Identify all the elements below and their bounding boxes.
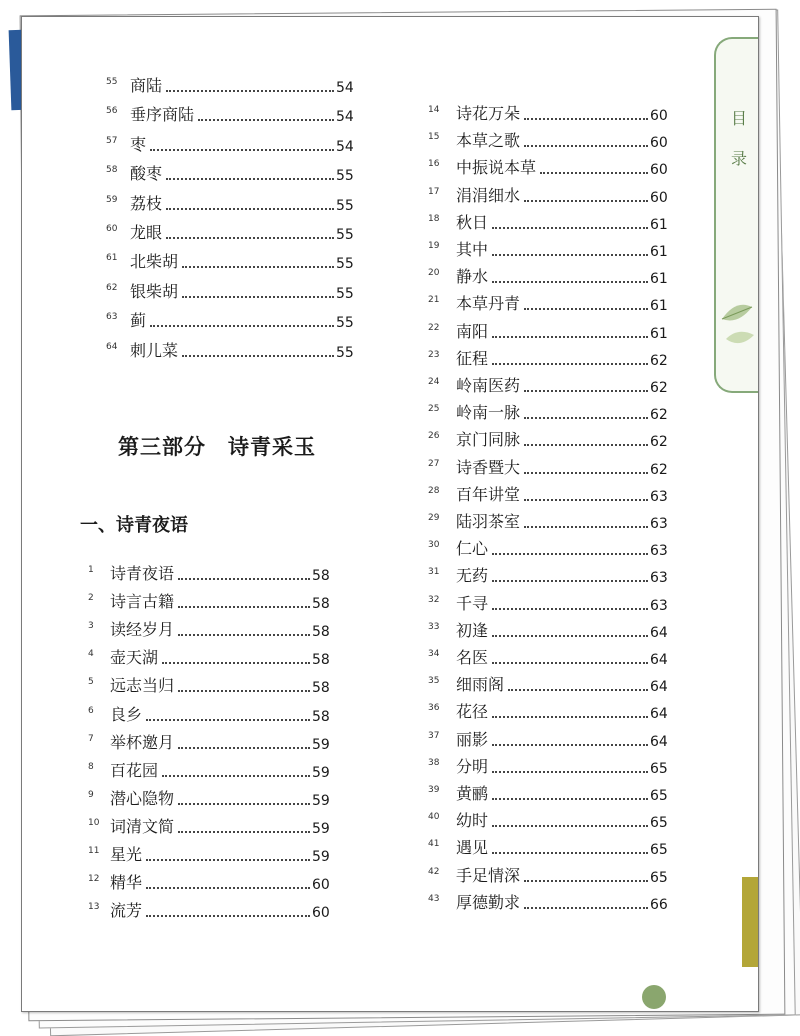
page-number: 65 <box>650 842 668 859</box>
entry-title: 诗花万朵 <box>456 104 521 123</box>
page-number: 61 <box>650 271 668 288</box>
page-number: 60 <box>650 108 668 124</box>
leader-dots <box>166 237 334 239</box>
entry-number: 15 <box>428 132 440 143</box>
entry-title: 诗香暨大 <box>456 457 521 477</box>
page-number: 55 <box>336 168 354 185</box>
leader-dots <box>492 608 648 610</box>
toc-entry <box>106 75 356 101</box>
entry-number: 21 <box>428 295 440 306</box>
page-number: 61 <box>650 216 668 233</box>
page-number: 62 <box>650 461 668 478</box>
entry-title: 远志当归 <box>110 676 175 696</box>
entry-title: 荔枝 <box>130 193 163 213</box>
leader-dots <box>492 662 648 664</box>
entry-title: 诗青夜语 <box>110 564 175 583</box>
entry-title: 涓涓细水 <box>456 185 521 205</box>
entry-number: 37 <box>428 730 440 741</box>
entry-number: 34 <box>428 649 440 659</box>
page-number: 61 <box>650 298 668 315</box>
toc-entry <box>428 239 670 265</box>
leader-dots <box>524 308 648 310</box>
leaf-decoration-icon <box>718 279 756 369</box>
page-number: 59 <box>312 849 330 865</box>
page-number: 63 <box>650 543 668 560</box>
leader-dots <box>492 744 648 746</box>
page-number: 54 <box>336 138 354 155</box>
toc-entry <box>106 281 356 307</box>
entry-number: 2 <box>88 593 94 604</box>
toc-entry <box>88 704 332 730</box>
toc-entry <box>428 701 670 727</box>
entry-title: 幼时 <box>456 811 489 831</box>
toc-entry <box>428 212 670 238</box>
entry-title: 百花园 <box>110 760 159 780</box>
toc-entry <box>88 675 332 701</box>
entry-number: 13 <box>88 902 100 913</box>
entry-title: 流芳 <box>110 901 143 921</box>
entry-number: 8 <box>88 761 94 772</box>
side-tab-char: 目 <box>730 109 747 128</box>
leader-dots <box>492 580 648 582</box>
entry-number: 63 <box>106 312 118 323</box>
entry-number: 7 <box>88 733 94 744</box>
page-number: 55 <box>336 285 354 302</box>
entry-title: 良乡 <box>110 704 143 724</box>
page-number: 65 <box>650 869 668 886</box>
entry-number: 20 <box>428 268 440 279</box>
toc-entry <box>106 134 356 160</box>
entry-title: 精华 <box>110 873 143 893</box>
page-number: 55 <box>336 197 354 214</box>
entry-number: 6 <box>88 705 94 716</box>
leader-dots <box>150 325 334 327</box>
page-number: 63 <box>650 570 668 587</box>
entry-title: 黄鹂 <box>456 784 489 803</box>
entry-title: 南阳 <box>456 321 489 341</box>
page-number: 61 <box>650 244 668 260</box>
leader-dots <box>150 149 334 151</box>
entry-title: 丽影 <box>456 729 489 749</box>
page-number: 58 <box>312 652 330 669</box>
leader-dots <box>166 208 334 210</box>
entry-number: 4 <box>88 649 94 660</box>
entry-number: 27 <box>428 458 440 469</box>
leader-dots <box>178 690 310 692</box>
toc-entry <box>106 251 356 277</box>
entry-number: 24 <box>428 377 440 387</box>
leader-dots <box>524 200 648 202</box>
leader-dots <box>524 390 648 392</box>
entry-title: 其中 <box>456 240 489 259</box>
entry-number: 14 <box>428 105 440 115</box>
edge-color-strip <box>742 877 758 967</box>
page-number: 58 <box>312 624 330 641</box>
page-number: 65 <box>650 815 668 832</box>
entry-title: 初逢 <box>456 620 489 640</box>
toc-entry <box>428 266 670 292</box>
toc-entry <box>428 348 670 374</box>
toc-entry <box>428 593 670 619</box>
toc-entry <box>428 157 670 183</box>
entry-number: 36 <box>428 703 440 714</box>
entry-number: 29 <box>428 513 440 523</box>
toc-entry <box>88 647 332 673</box>
leader-dots <box>492 281 648 283</box>
page-number: 61 <box>650 325 668 342</box>
entry-number: 57 <box>106 135 118 146</box>
entry-number: 28 <box>428 485 440 496</box>
leader-dots <box>492 363 648 365</box>
entry-number: 1 <box>88 565 94 575</box>
toc-entry <box>88 760 332 786</box>
entry-title: 北柴胡 <box>130 252 179 272</box>
page-number: 64 <box>650 706 668 723</box>
page-number: 58 <box>312 680 330 697</box>
toc-entry <box>106 340 356 366</box>
entry-title: 酸枣 <box>130 164 163 184</box>
entry-number: 17 <box>428 186 440 197</box>
leader-dots <box>178 747 310 749</box>
entry-number: 64 <box>106 341 118 352</box>
leader-dots <box>492 798 648 800</box>
page-number: 64 <box>650 679 668 696</box>
entry-number: 5 <box>88 677 94 688</box>
entry-number: 23 <box>428 349 440 360</box>
toc-entry <box>428 103 670 129</box>
page-number: 59 <box>312 736 330 753</box>
entry-title: 仁心 <box>456 539 489 559</box>
page-number: 63 <box>650 597 668 614</box>
toc-entry <box>428 484 670 510</box>
page-number: 63 <box>650 516 668 532</box>
page-number: 58 <box>312 568 330 584</box>
leader-dots <box>492 227 648 229</box>
entry-title: 征程 <box>456 348 489 368</box>
entry-title: 潜心隐物 <box>110 788 175 808</box>
leader-dots <box>492 825 648 827</box>
toc-entry <box>428 892 670 918</box>
entry-title: 岭南医药 <box>456 376 521 395</box>
entry-number: 32 <box>428 594 440 605</box>
entry-title: 枣 <box>130 134 147 154</box>
toc-entry <box>106 104 356 130</box>
entry-number: 39 <box>428 785 440 795</box>
part-title: 第三部分 诗青采玉 <box>118 434 316 459</box>
entry-title: 商陆 <box>130 76 163 95</box>
toc-entry <box>428 565 670 591</box>
entry-title: 无药 <box>456 566 489 586</box>
entry-number: 35 <box>428 676 440 687</box>
toc-entry <box>88 872 332 898</box>
leader-dots <box>540 172 648 174</box>
entry-title: 蓟 <box>130 311 147 331</box>
entry-title: 词清文简 <box>110 816 175 836</box>
leader-dots <box>178 803 310 805</box>
entry-number: 22 <box>428 322 440 333</box>
entry-title: 举杯邀月 <box>110 732 175 752</box>
toc-entry <box>428 511 670 537</box>
entry-title: 静水 <box>456 267 489 287</box>
leader-dots <box>182 355 334 357</box>
leader-dots <box>178 578 310 580</box>
toc-entry <box>428 865 670 891</box>
leader-dots <box>524 145 648 147</box>
leader-dots <box>146 719 310 721</box>
section-title: 一、诗青夜语 <box>80 515 188 536</box>
page-number: 60 <box>650 135 668 152</box>
entry-number: 40 <box>428 812 440 823</box>
leader-dots <box>146 915 310 917</box>
leader-dots <box>166 178 334 180</box>
entry-title: 手足情深 <box>456 865 521 885</box>
leader-dots <box>146 859 310 861</box>
toc-entry <box>428 756 670 782</box>
toc-entry <box>88 900 332 926</box>
toc-page <box>21 16 759 1012</box>
entry-number: 61 <box>106 253 118 264</box>
page-number: 60 <box>650 189 668 206</box>
entry-title: 遇见 <box>456 838 489 858</box>
side-tab-char: 录 <box>730 149 747 168</box>
entry-number: 11 <box>88 846 100 856</box>
leader-dots <box>524 444 648 446</box>
toc-entry <box>106 163 356 189</box>
leader-dots <box>166 90 334 92</box>
page-number: 58 <box>312 708 330 725</box>
toc-entry <box>428 729 670 755</box>
leader-dots <box>178 634 310 636</box>
leader-dots <box>524 907 648 909</box>
toc-entry <box>428 457 670 483</box>
page-number: 65 <box>650 760 668 777</box>
entry-number: 16 <box>428 159 440 170</box>
toc-entry <box>428 620 670 646</box>
entry-number: 60 <box>106 224 118 234</box>
page-number: 62 <box>650 407 668 424</box>
entry-title: 名医 <box>456 648 489 667</box>
entry-title: 百年讲堂 <box>456 484 521 504</box>
leader-dots <box>524 526 648 528</box>
entry-number: 18 <box>428 213 440 224</box>
toc-entry <box>428 810 670 836</box>
entry-title: 诗言古籍 <box>110 592 175 612</box>
entry-number: 38 <box>428 757 440 768</box>
leader-dots <box>492 771 648 773</box>
leader-dots <box>178 831 310 833</box>
entry-title: 京门同脉 <box>456 430 521 450</box>
leader-dots <box>492 716 648 718</box>
entry-title: 厚德勤求 <box>456 892 521 912</box>
toc-entry <box>428 429 670 455</box>
leader-dots <box>492 336 648 338</box>
page-number: 60 <box>312 877 330 894</box>
entry-number: 33 <box>428 621 440 632</box>
leader-dots <box>492 553 648 555</box>
toc-entry <box>428 837 670 863</box>
page-number: 58 <box>312 596 330 613</box>
leader-dots <box>524 417 648 419</box>
entry-title: 细雨阁 <box>456 675 505 695</box>
entry-number: 58 <box>106 165 118 176</box>
leader-dots <box>178 606 310 608</box>
contents-side-tab <box>714 37 759 393</box>
entry-title: 龙眼 <box>130 223 163 242</box>
entry-number: 10 <box>88 817 100 828</box>
toc-entry <box>106 310 356 336</box>
entry-number: 3 <box>88 621 94 632</box>
page-number: 65 <box>650 788 668 804</box>
page-number: 64 <box>650 624 668 641</box>
entry-title: 千寻 <box>456 593 489 613</box>
entry-number: 26 <box>428 431 440 442</box>
entry-title: 刺儿菜 <box>130 340 179 360</box>
toc-entry <box>428 375 670 401</box>
page-number: 55 <box>336 256 354 273</box>
page-number: 64 <box>650 733 668 750</box>
entry-number: 30 <box>428 540 440 551</box>
page-number: 62 <box>650 352 668 369</box>
entry-number: 59 <box>106 194 118 205</box>
entry-number: 25 <box>428 404 440 415</box>
page-number: 59 <box>312 820 330 837</box>
leader-dots <box>524 499 648 501</box>
entry-title: 银柴胡 <box>130 281 179 301</box>
leader-dots <box>182 266 334 268</box>
page-number: 64 <box>650 652 668 668</box>
toc-entry <box>88 591 332 617</box>
entry-title: 星光 <box>110 845 143 864</box>
toc-entry <box>88 816 332 842</box>
leader-dots <box>162 775 310 777</box>
toc-entry <box>428 293 670 319</box>
leader-dots <box>508 689 648 691</box>
entry-number: 55 <box>106 77 118 87</box>
entry-title: 花径 <box>456 702 489 722</box>
entry-title: 垂序商陆 <box>130 105 195 125</box>
page-number: 60 <box>312 905 330 922</box>
leader-dots <box>162 662 310 664</box>
entry-title: 分明 <box>456 756 489 776</box>
leader-dots <box>198 119 334 121</box>
leader-dots <box>492 635 648 637</box>
entry-title: 岭南一脉 <box>456 403 521 423</box>
page-number: 59 <box>312 764 330 781</box>
entry-number: 42 <box>428 866 440 877</box>
leader-dots <box>182 296 334 298</box>
page-number: 59 <box>312 792 330 809</box>
page-number: 54 <box>336 109 354 126</box>
toc-entry <box>428 130 670 156</box>
entry-title: 陆羽茶室 <box>456 512 521 531</box>
entry-number: 12 <box>88 874 100 885</box>
page-number: 55 <box>336 227 354 243</box>
page-number-dot <box>642 985 666 1009</box>
leader-dots <box>524 880 648 882</box>
page-number: 54 <box>336 80 354 96</box>
toc-entry <box>106 193 356 219</box>
entry-title: 本草之歌 <box>456 131 521 151</box>
entry-title: 壶天湖 <box>110 648 159 668</box>
toc-entry <box>428 402 670 428</box>
toc-entry <box>428 185 670 211</box>
entry-number: 19 <box>428 241 440 251</box>
page-number: 62 <box>650 380 668 396</box>
leader-dots <box>492 254 648 256</box>
toc-entry <box>428 674 670 700</box>
entry-title: 本草丹青 <box>456 294 521 314</box>
page-number: 63 <box>650 488 668 505</box>
entry-number: 9 <box>88 789 94 800</box>
entry-title: 中振说本草 <box>456 158 537 178</box>
toc-entry <box>428 538 670 564</box>
toc-entry <box>428 321 670 347</box>
entry-number: 43 <box>428 893 440 904</box>
entry-title: 秋日 <box>456 212 489 232</box>
side-tab-label <box>728 99 750 179</box>
page-number: 55 <box>336 315 354 332</box>
page-number: 62 <box>650 434 668 451</box>
toc-entry <box>88 563 332 589</box>
page-number: 55 <box>336 344 354 361</box>
page-number: 66 <box>650 896 668 913</box>
leader-dots <box>524 472 648 474</box>
leader-dots <box>492 852 648 854</box>
toc-entry <box>88 619 332 645</box>
toc-entry <box>88 732 332 758</box>
toc-entry <box>428 647 670 673</box>
entry-title: 读经岁月 <box>110 620 175 640</box>
toc-entry <box>88 788 332 814</box>
page-number: 60 <box>650 162 668 179</box>
toc-entry <box>428 783 670 809</box>
toc-entry <box>106 222 356 248</box>
leader-dots <box>524 118 648 120</box>
leader-dots <box>146 887 310 889</box>
entry-number: 62 <box>106 282 118 293</box>
toc-entry <box>88 844 332 870</box>
entry-number: 56 <box>106 106 118 117</box>
entry-number: 31 <box>428 567 440 578</box>
entry-number: 41 <box>428 839 440 850</box>
